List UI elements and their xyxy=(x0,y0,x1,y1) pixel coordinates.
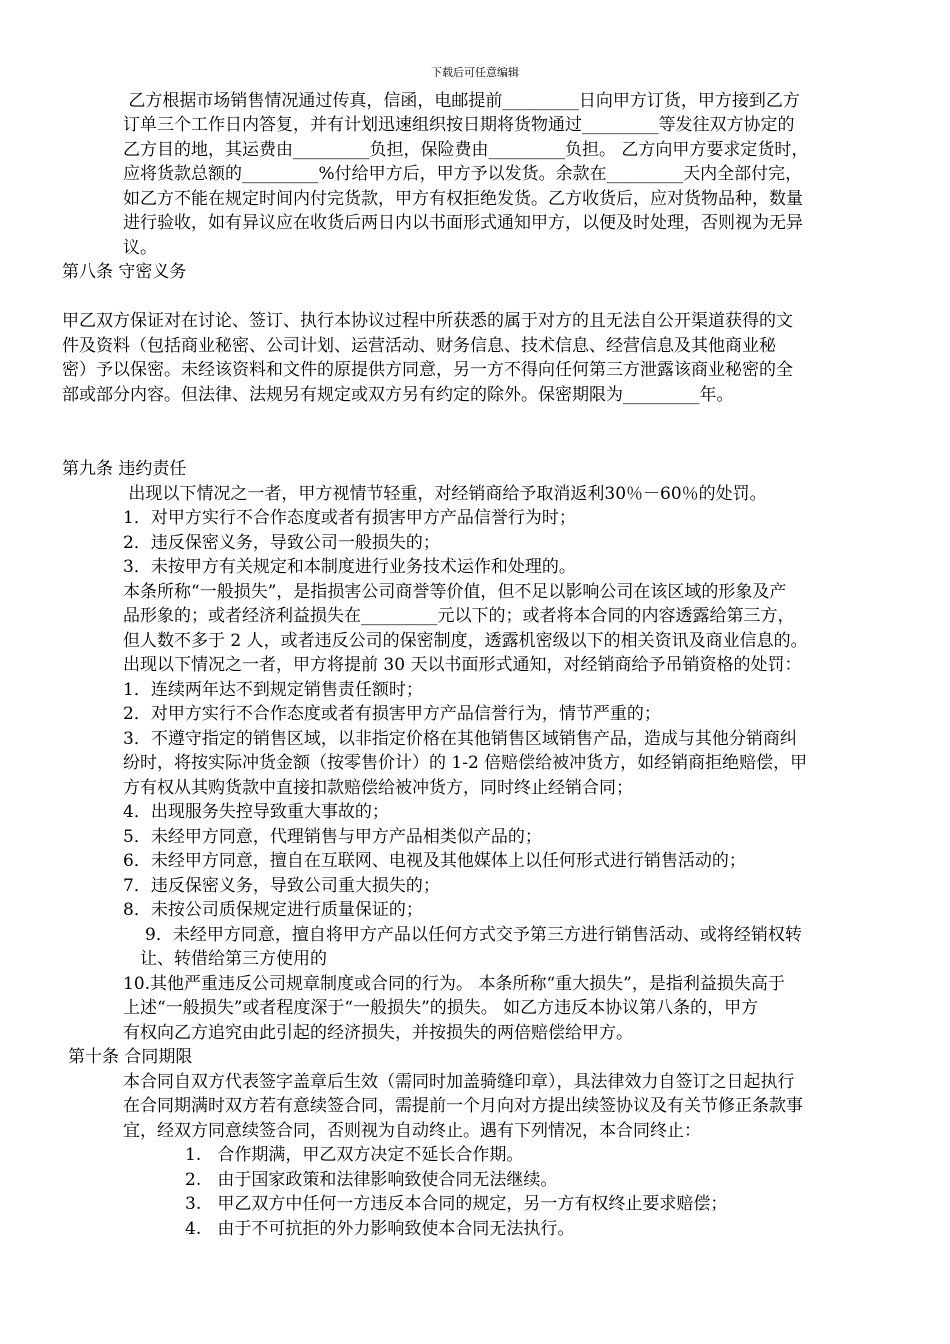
text-line: 4. 由于不可抗拒的外力影响致使本合同无法执行。 xyxy=(185,1219,575,1239)
page-header-note: 下载后可任意编辑 xyxy=(431,66,519,79)
text-line: 上述“一般损失”或者程度深于“一般损失”的损失。 如乙方违反本协议第八条的，甲方 xyxy=(123,998,759,1018)
text-line: 本合同自双方代表签字盖章后生效（需同时加盖骑缝印章），具法律效力自签订之日起执行 xyxy=(123,1072,795,1092)
text-line: 但人数不多于 2 人，或者违反公司的保密制度，透露机密级以下的相关资讯及商业信息的。 xyxy=(123,631,808,651)
text-line: 3．不遵守指定的销售区域，以非指定价格在其他销售区域销售产品，造成与其他分销商纠 xyxy=(123,729,797,749)
text-line: 5．未经甲方同意，代理销售与甲方产品相类似产品的； xyxy=(123,827,542,847)
text-line: 8．未按公司质保规定进行质量保证的； xyxy=(123,900,423,920)
text-line: 在合同期满时双方若有意续签合同，需提前一个月向对方提出续签协议及有关节修正条款事 xyxy=(123,1096,803,1116)
text-line: 1. 合作期满，甲乙双方决定不延长合作期。 xyxy=(185,1145,524,1165)
text-line: 议。 xyxy=(123,238,157,258)
section-heading: 第八条 守密义务 xyxy=(62,262,187,282)
text-line: 如乙方不能在规定时间内付完货款，甲方有权拒绝发货。乙方收货后，应对货物品种，数量 xyxy=(123,189,803,209)
text-line: 宜，经双方同意续签合同，否则视为自动终止。遇有下列情况，本合同终止： xyxy=(123,1121,701,1141)
text-line: 方有权从其购货款中直接扣款赔偿给被冲货方，同时终止经销合同； xyxy=(123,778,633,798)
text-line: 出现以下情况之一者，甲方视情节轻重，对经销商给予取消返利30％－60％的处罚。 xyxy=(123,484,767,504)
section-heading: 第九条 违约责任 xyxy=(62,459,187,479)
text-line: 应将货款总额的_________%付给甲方后，甲方予以发货。余款在_________天内全部付完， xyxy=(123,164,803,184)
text-line: 密）予以保密。未经该资料和文件的原提供方同意，另一方不得向任何第三方泄露该商业秘密的全 xyxy=(62,360,793,380)
text-line: 让、转借给第三方使用的 xyxy=(140,949,327,969)
text-line: 品形象的；或者经济利益损失在_________元以下的；或者将本合同的内容透露给第三方， xyxy=(123,606,795,626)
text-line: 4．出现服务失控导致重大事故的； xyxy=(123,802,389,822)
text-line: 2．违反保密义务，导致公司一般损失的； xyxy=(123,533,440,553)
text-line: 有权向乙方追究由此引起的经济损失，并按损失的两倍赔偿给甲方。 xyxy=(123,1023,633,1043)
text-line: 3．未按甲方有关规定和本制度进行业务技术运作和处理的。 xyxy=(123,557,576,577)
text-line: 7．违反保密义务，导致公司重大损失的； xyxy=(123,876,440,896)
text-line: 6．未经甲方同意，擅自在互联网、电视及其他媒体上以任何形式进行销售活动的； xyxy=(123,851,746,871)
text-line: 订单三个工作日内答复，并有计划迅速组织按日期将货物通过_________等发往双方协定的 xyxy=(123,115,795,135)
text-line: 3. 甲乙双方中任何一方违反本合同的规定，另一方有权终止要求赔偿； xyxy=(185,1194,728,1214)
text-line: 件及资料（包括商业秘密、公司计划、运营活动、财务信息、技术信息、经营信息及其他商业秘 xyxy=(62,336,776,356)
text-line: 9．未经甲方同意，擅自将甲方产品以任何方式交予第三方进行销售活动、或将经销权转 xyxy=(145,925,802,945)
text-line: 本条所称“一般损失”，是指损害公司商誉等价值，但不足以影响公司在该区域的形象及产 xyxy=(123,582,787,602)
text-line: 10.其他严重违反公司规章制度或合同的行为。 本条所称“重大损失”，是指利益损失高于 xyxy=(123,974,785,994)
section-heading: 第十条 合同期限 xyxy=(68,1047,193,1067)
text-line: 出现以下情况之一者，甲方将提前 30 天以书面形式通知，对经销商给予吊销资格的处罚： xyxy=(123,655,802,675)
text-line: 2. 由于国家政策和法律影响致使合同无法继续。 xyxy=(185,1170,558,1190)
text-line: 进行验收，如有异议应在收货后两日内以书面形式通知甲方，以便及时处理，否则视为无异 xyxy=(123,213,803,233)
text-line: 部或部分内容。但法律、法规另有规定或双方另有约定的除外。保密期限为_________年。 xyxy=(62,385,734,405)
text-line: 1．对甲方实行不合作态度或者有损害甲方产品信誉行为时； xyxy=(123,508,576,528)
text-line: 乙方根据市场销售情况通过传真，信函，电邮提前_________日向甲方订货，甲方接到乙方 xyxy=(123,91,800,111)
text-line: 2．对甲方实行不合作态度或者有损害甲方产品信誉行为，情节严重的； xyxy=(123,704,661,724)
text-line: 1．连续两年达不到规定销售责任额时； xyxy=(123,680,423,700)
text-line: 甲乙双方保证对在讨论、签订、执行本协议过程中所获悉的属于对方的且无法自公开渠道获得的文 xyxy=(62,311,793,331)
text-line: 乙方目的地，其运费由_________负担，保险费由_________负担。 乙方向甲方要求定货时， xyxy=(123,140,809,160)
text-line: 纷时，将按实际冲货金额（按零售价计）的 1-2 倍赔偿给被冲货方，如经销商拒绝赔偿，甲 xyxy=(123,753,808,773)
